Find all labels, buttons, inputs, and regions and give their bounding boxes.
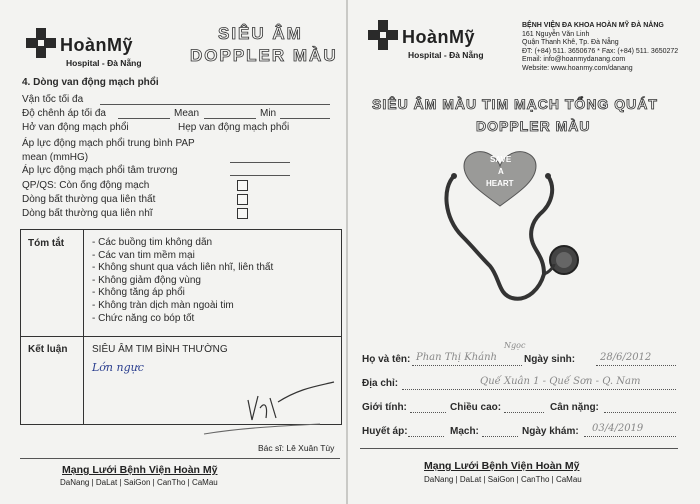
- hospital-phone: ĐT: (+84) 511. 3650676 * Fax: (+84) 511. 3650272: [522, 47, 679, 55]
- summary-item: - Không tăng áp phổi: [92, 287, 185, 299]
- summary-item: - Các van tim mềm mại: [92, 249, 195, 261]
- logo-sub: Hospital - Đà Nẵng: [66, 58, 142, 68]
- field-do-chenh[interactable]: [118, 118, 170, 119]
- logo-brand: HoànMỹ: [402, 27, 476, 47]
- hospital-website: Website: www.hoanmy.com/danang: [522, 64, 633, 72]
- summary-item: - Không shunt qua vách liên nhĩ, liên thất: [92, 262, 274, 274]
- dob-value: 28/6/2012: [600, 352, 652, 363]
- name-value: Phan Thị Khánh: [416, 352, 497, 363]
- right-network-cities: DaNang | DaLat | SaiGon | CanTho | CaMau: [424, 475, 582, 484]
- right-network-title: Mạng Lưới Bệnh Viện Hoàn Mỹ: [424, 460, 580, 472]
- section-heading: 4. Dòng van động mạch phổi: [22, 77, 159, 88]
- left-footer-divider: [20, 458, 340, 459]
- name-note: Ngọc: [504, 341, 526, 350]
- summary-label: Tóm tắt: [28, 238, 65, 249]
- summary-item: - Các buồng tim không dãn: [92, 237, 213, 248]
- gender-label: Giới tính:: [362, 402, 407, 413]
- label-ho-van: Hở van động mạch phổi: [22, 122, 129, 133]
- pulse-label: Mạch:: [450, 426, 479, 437]
- right-title-1: SIÊU ÂM MÀU TIM MẠCH TỔNG QUÁT: [372, 96, 658, 112]
- weight-field[interactable]: [604, 412, 676, 413]
- hospital-address-1: 161 Nguyễn Văn Linh: [522, 30, 590, 38]
- label-ap-luc-tt: Áp lực động mạch phổi tâm trương: [22, 165, 178, 176]
- bp-field[interactable]: [408, 436, 444, 437]
- left-network-cities: DaNang | DaLat | SaiGon | CanTho | CaMau: [60, 478, 218, 487]
- doctor-signature-icon: [200, 378, 340, 438]
- left-title-2: DOPPLER MÀU: [190, 46, 338, 65]
- dob-label: Ngày sinh:: [524, 354, 576, 365]
- heart-text-1: SAVE: [490, 155, 512, 164]
- conclusion-label: Kết luận: [28, 344, 68, 355]
- hospital-name: BỆNH VIỆN ĐA KHOA HOÀN MỸ ĐÀ NẴNG: [522, 22, 664, 29]
- label-lien-that: Dòng bất thường qua liên thất: [22, 194, 156, 205]
- height-field[interactable]: [504, 412, 544, 413]
- label-ap-luc-tb: Áp lực động mạch phổi trung bình PAP: [22, 138, 195, 149]
- field-min[interactable]: [280, 118, 330, 119]
- logo-sub: Hospital - Đà Nẵng: [408, 50, 484, 60]
- left-title-1: SIÊU ÂM: [218, 24, 303, 43]
- hospital-contact: [522, 22, 678, 73]
- exam-date-label: Ngày khám:: [522, 426, 579, 437]
- label-qp-qs: QP/QS: Còn ống động mạch: [22, 180, 150, 191]
- address-value: Quế Xuân 1 - Quế Sơn - Q. Nam: [480, 376, 641, 387]
- right-footer-divider: [360, 448, 678, 449]
- hospital-email: Email: info@hoanmydanang.com: [522, 56, 626, 63]
- label-lien-nhi: Dòng bất thường qua liên nhĩ: [22, 208, 153, 219]
- label-mean: Mean: [174, 108, 200, 119]
- address-field[interactable]: [402, 389, 676, 390]
- height-label: Chiều cao:: [450, 402, 502, 413]
- field-ap-luc-tb[interactable]: [230, 162, 290, 163]
- summary-item: - Không tràn dịch màn ngoài tim: [92, 299, 234, 311]
- stethoscope-heart-icon: [440, 148, 590, 308]
- conclusion-text: SIÊU ÂM TIM BÌNH THƯỜNG: [92, 344, 228, 355]
- exam-date-field[interactable]: [584, 436, 676, 437]
- hoanmy-logo-icon: [26, 28, 56, 58]
- address-label: Địa chỉ:: [362, 378, 399, 389]
- checkbox-lien-nhi[interactable]: [237, 208, 248, 219]
- name-field[interactable]: [412, 365, 522, 366]
- checkbox-qp-qs[interactable]: [237, 180, 248, 191]
- heart-text-2: A: [498, 167, 504, 176]
- exam-date-value: 03/4/2019: [592, 423, 644, 434]
- logo-brand: HoànMỹ: [60, 35, 134, 55]
- summary-item: - Không giảm động vùng: [92, 274, 201, 286]
- pulse-field[interactable]: [482, 436, 518, 437]
- field-mean[interactable]: [204, 118, 256, 119]
- label-do-chenh: Độ chênh áp tối đa: [22, 108, 106, 119]
- label-min: Min: [260, 108, 277, 119]
- left-network-title: Mạng Lưới Bệnh Viện Hoàn Mỹ: [62, 464, 218, 476]
- hoanmy-logo-icon: [368, 20, 398, 50]
- label-ap-luc-tb-unit: mean (mmHG): [22, 152, 89, 163]
- right-title-2: DOPPLER MÀU: [476, 118, 591, 134]
- bp-label: Huyết áp:: [362, 426, 408, 437]
- fold-line: [346, 0, 348, 504]
- hospital-address-2: Quận Thanh Khê, Tp. Đà Nẵng: [522, 39, 619, 46]
- weight-label: Cân nặng:: [550, 402, 599, 413]
- field-ap-luc-tt[interactable]: [230, 175, 290, 176]
- label-van-toc: Vận tốc tối đa: [22, 94, 84, 105]
- doctor-name: Bác sĩ: Lê Xuân Tùy: [258, 443, 335, 453]
- name-label: Họ và tên:: [362, 354, 411, 365]
- label-hep-van: Hẹp van động mạch phổi: [178, 122, 290, 133]
- heart-text-3: HEART: [486, 179, 514, 188]
- field-van-toc[interactable]: [100, 104, 330, 105]
- checkbox-lien-that[interactable]: [237, 194, 248, 205]
- conclusion-handwriting: Lớn ngực: [92, 361, 144, 374]
- dob-field[interactable]: [596, 365, 676, 366]
- summary-item: - Chức năng co bóp tốt: [92, 312, 195, 324]
- summary-list: [92, 237, 273, 325]
- gender-field[interactable]: [410, 412, 446, 413]
